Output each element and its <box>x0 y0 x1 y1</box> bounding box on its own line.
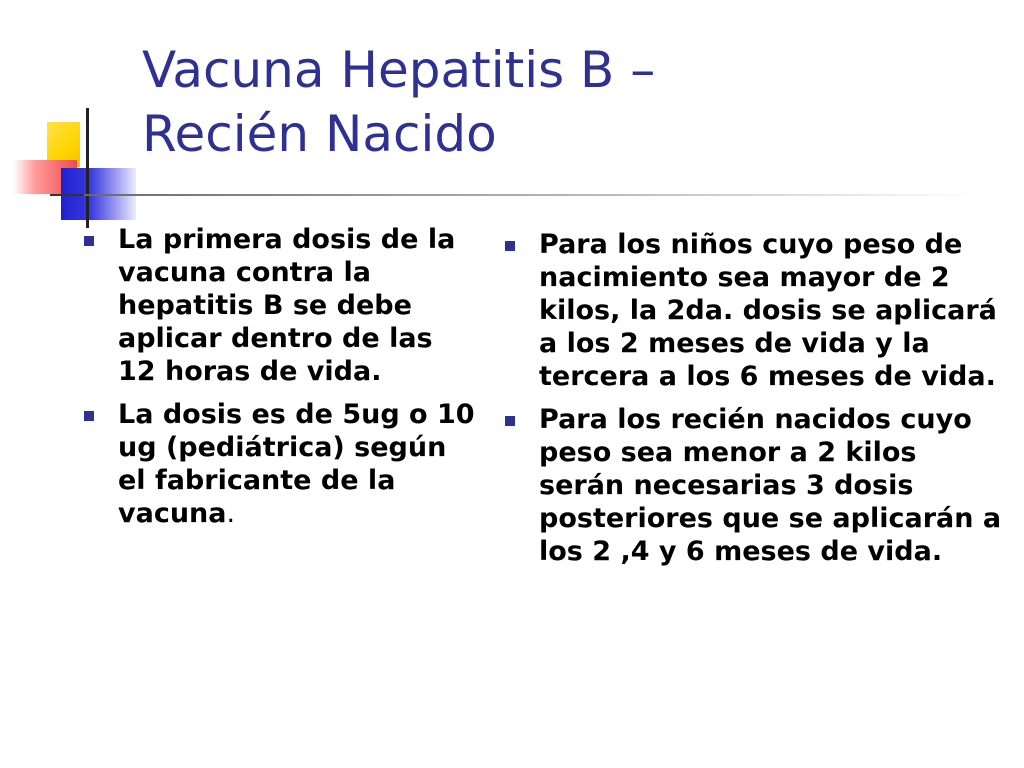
left-bullet-text-2: La dosis es de 5ug o 10 ug (pediátrica) según el fabricante de la vacuna <box>118 399 475 529</box>
decorative-logo <box>0 0 150 240</box>
left-bullet-item-1 <box>76 223 476 388</box>
right-bullet-item-2 <box>497 403 1002 568</box>
square-bullet-icon <box>505 241 515 251</box>
square-bullet-icon <box>84 411 94 421</box>
slide-title <box>142 38 942 166</box>
slide-title-line-1: Vacuna Hepatitis B – <box>142 41 656 99</box>
left-column <box>76 223 476 540</box>
logo-vertical-line <box>86 108 89 228</box>
right-bullet-text-2: Para los recién nacidos cuyo peso sea menor a 2 kilos serán necesarias 3 dosis posteriores que se aplicarán a los 2 ,4 y 6 meses de vida. <box>539 404 1002 567</box>
right-bullet-list <box>497 228 1002 568</box>
square-bullet-icon <box>84 236 94 246</box>
right-bullet-item-1 <box>497 228 1002 393</box>
left-bullet-text-1: La primera dosis de la vacuna contra la hepatitis B se debe aplicar dentro de las 12 horas de vida. <box>118 224 456 387</box>
title-divider <box>84 194 979 196</box>
right-column <box>497 228 1002 578</box>
left-bullet-list <box>76 223 476 530</box>
right-bullet-text-1: Para los niños cuyo peso de nacimiento sea mayor de 2 kilos, la 2da. dosis se aplicará a los 2 meses de vida y la tercera a los 6 meses de vida. <box>539 229 997 392</box>
left-bullet-2-trailing-period: . <box>226 498 236 529</box>
slide-title-line-2: Recién Nacido <box>142 105 497 163</box>
square-bullet-icon <box>505 416 515 426</box>
left-bullet-item-2 <box>76 398 476 530</box>
